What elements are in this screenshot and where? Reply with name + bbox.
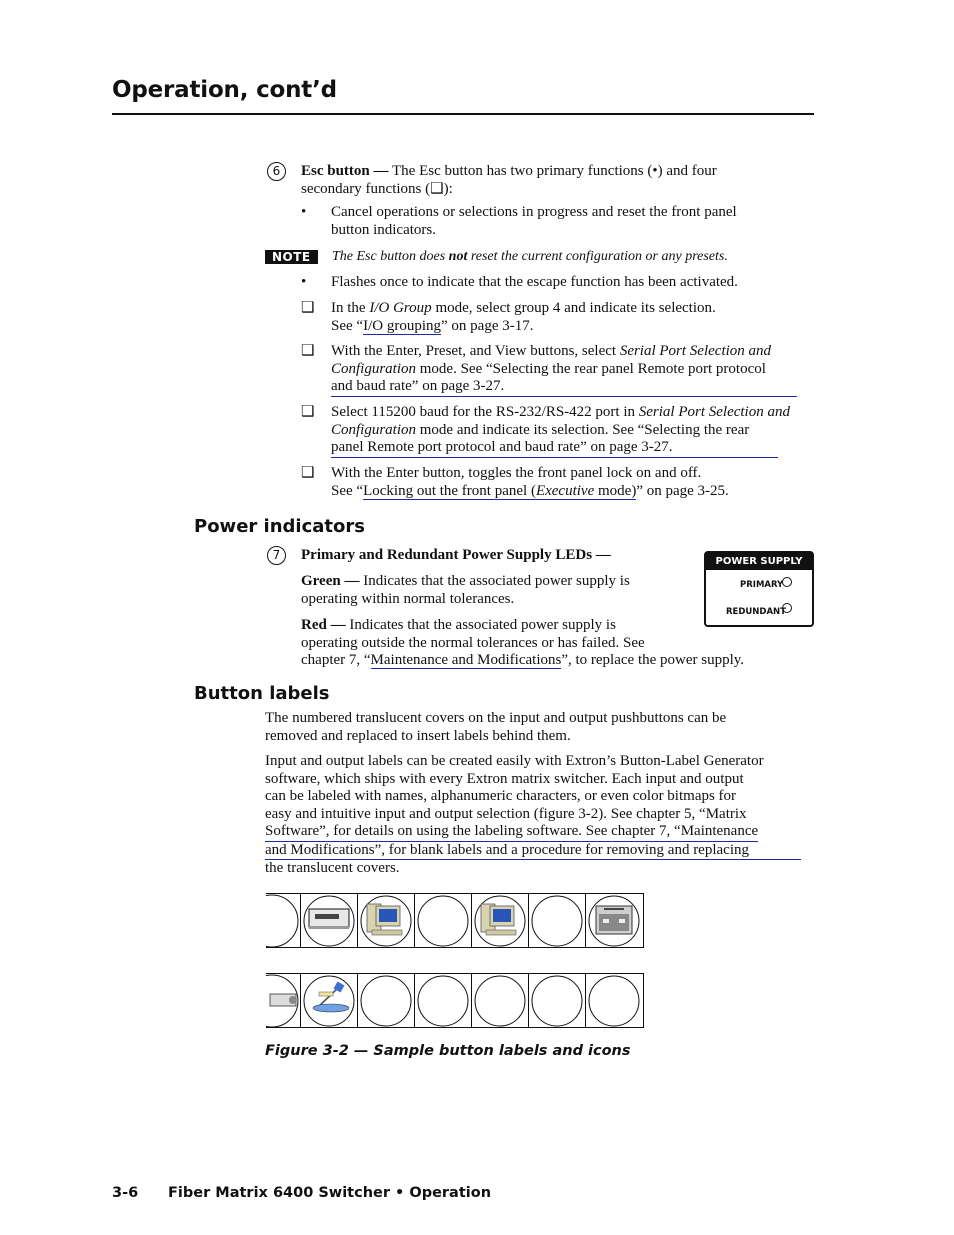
button-labels-row-1 <box>266 893 644 948</box>
button-label-blank <box>415 974 472 1027</box>
projector-icon <box>266 974 301 1027</box>
sec1-pre: In the <box>331 300 370 316</box>
note-badge: NOTE <box>265 250 318 264</box>
computer-icon <box>358 894 415 947</box>
blank-circle-icon <box>586 974 643 1027</box>
power-supply-title: POWER SUPPLY <box>706 553 812 570</box>
esc-description <box>301 163 821 198</box>
sec3-ital1: Serial Port Selection and <box>638 404 790 420</box>
button-label-blank <box>472 974 529 1027</box>
p2-line2: software, which ships with every Extron matrix switcher. Each input and output <box>265 770 744 787</box>
bullet-icon: • <box>301 204 307 220</box>
esc-bullet-1-line1: Cancel operations or selections in progress and reset the front panel <box>331 204 737 220</box>
sec1-see-pre: See “ <box>331 317 364 334</box>
button-label-document-camera <box>301 974 358 1027</box>
title-rule <box>112 113 814 115</box>
esc-line1: The Esc button has two primary functions (•) and four <box>388 163 717 179</box>
item-number-6: 6 <box>267 162 286 181</box>
footer-title: Fiber Matrix 6400 Switcher • Operation <box>168 1185 492 1201</box>
blank-circle-icon <box>529 974 586 1027</box>
sec4-see-pre: See “ <box>331 482 364 499</box>
sec3-mid: mode and indicate its selection. See “Selecting the rear <box>416 421 750 438</box>
esc-secondary-1 <box>331 300 811 335</box>
blank-circle-icon <box>415 974 472 1027</box>
primary-led-icon <box>782 577 792 587</box>
computer-icon <box>472 894 529 947</box>
primary-label: PRIMARY <box>740 580 784 590</box>
sec4-link-ital: Executive <box>535 482 595 499</box>
labels-paragraph-1 <box>265 710 815 745</box>
link-maintenance-modifications[interactable]: and Modifications”, for blank labels and a procedure for removing and replacing <box>265 842 801 861</box>
partial-circle-icon <box>266 894 301 947</box>
button-label-blank <box>586 974 643 1027</box>
p2-line4: easy and intuitive input and output selection (figure 3-2). See chapter 5, “Matrix <box>265 805 747 822</box>
sec1-post: mode, select group 4 and indicate its selection. <box>431 300 716 316</box>
esc-secondary-3 <box>331 404 811 458</box>
labels-paragraph-2 <box>265 753 825 878</box>
link-maintenance[interactable]: Maintenance and Modifications <box>370 652 562 668</box>
page-number: 3-6 <box>112 1185 139 1201</box>
heading-button-labels: Button labels <box>194 683 330 704</box>
link-io-grouping[interactable]: I/O grouping <box>363 317 441 334</box>
sec2-mid: mode. See “Selecting the rear panel Remote port protocol <box>416 360 766 377</box>
green-line1: Indicates that the associated power supply is <box>359 573 630 589</box>
red-line2: operating outside the normal tolerances or has failed. See <box>301 634 645 651</box>
heading-power-indicators: Power indicators <box>194 516 365 537</box>
red-line3-post: ”, to replace the power supply. <box>561 652 745 668</box>
item-number-7: 7 <box>267 546 286 565</box>
bullet-icon: • <box>301 274 307 290</box>
wall-plate-icon <box>586 894 643 947</box>
red-line3-pre: chapter 7, “ <box>301 652 371 668</box>
p1-line2: removed and replaced to insert labels behind them. <box>265 727 571 744</box>
redundant-led-icon <box>782 603 792 613</box>
note-text-pre: The Esc button does <box>332 249 449 264</box>
green-lead: Green — <box>301 573 360 589</box>
button-label-projector <box>266 974 301 1027</box>
blank-circle-icon <box>358 974 415 1027</box>
button-label-computer-2 <box>472 894 529 947</box>
p2-line3: can be labeled with names, alphanumeric characters, or even color bitmaps for <box>265 788 737 804</box>
esc-bullet-2: Flashes once to indicate that the escape function has been activated. <box>331 274 738 290</box>
sec2-pre: With the Enter, Preset, and View buttons, select <box>331 343 620 359</box>
sec4-line1: With the Enter button, toggles the front panel lock on and off. <box>331 465 702 481</box>
note-text <box>332 248 728 266</box>
link-baud-rate[interactable]: and baud rate” on page 3-27. <box>331 378 797 397</box>
sec4-link-a: Locking out the front panel ( <box>363 482 536 499</box>
sec3-pre: Select 115200 baud for the RS-232/RS-422 port in <box>331 404 639 420</box>
button-label-wall-plate <box>586 894 643 947</box>
blank-circle-icon <box>472 974 529 1027</box>
sec3-ital2: Configuration <box>331 421 417 438</box>
green-line2: operating within normal tolerances. <box>301 590 515 607</box>
button-label-blank <box>529 894 586 947</box>
vcr-icon <box>301 894 358 947</box>
sec2-ital1: Serial Port Selection and <box>619 343 772 359</box>
sec2-ital2: Configuration <box>331 360 417 377</box>
esc-bullet-1 <box>331 204 811 239</box>
checkbox-icon: ❑ <box>301 465 315 481</box>
button-label-partial <box>266 894 301 947</box>
button-labels-row-2 <box>266 973 644 1028</box>
redundant-label: REDUNDANT <box>726 607 786 617</box>
page-title: Operation, cont’d <box>112 77 337 103</box>
sec1-see-post: ” on page 3-17. <box>441 317 534 334</box>
blank-circle-icon <box>415 894 472 947</box>
p2-line7: the translucent covers. <box>265 860 400 876</box>
esc-secondary-2 <box>331 343 811 397</box>
note-text-bold: not <box>448 249 468 264</box>
power-green <box>301 573 691 608</box>
button-label-blank <box>415 894 472 947</box>
sec1-ital: I/O Group <box>369 300 432 316</box>
link-locking-front-panel[interactable] <box>363 483 636 500</box>
power-supply-panel <box>704 551 814 627</box>
red-line1: Indicates that the associated power supply is <box>345 617 616 633</box>
checkbox-icon: ❑ <box>301 300 315 316</box>
link-matrix-software[interactable]: Software”, for details on using the labeling software. See chapter 7, “Maintenance <box>265 823 758 842</box>
checkbox-icon: ❑ <box>301 343 315 359</box>
button-label-vcr <box>301 894 358 947</box>
document-camera-icon <box>301 974 358 1027</box>
figure-caption: Figure 3-2 — Sample button labels and icons <box>265 1043 631 1059</box>
blank-circle-icon <box>529 894 586 947</box>
link-remote-port[interactable]: panel Remote port protocol and baud rate” on page 3-27. <box>331 439 778 458</box>
esc-line2: secondary functions (❑): <box>301 180 453 197</box>
sec4-link-b: mode) <box>594 482 637 499</box>
red-lead: Red — <box>301 617 346 633</box>
p2-line1: Input and output labels can be created easily with Extron’s Button-Label Generator <box>265 753 764 769</box>
checkbox-icon: ❑ <box>301 404 315 420</box>
note-text-post: reset the current configuration or any presets. <box>467 249 728 264</box>
button-label-computer-1 <box>358 894 415 947</box>
esc-lead: Esc button — <box>301 163 389 179</box>
power-lead: Primary and Redundant Power Supply LEDs — <box>301 547 611 563</box>
button-label-blank <box>358 974 415 1027</box>
esc-secondary-4 <box>331 465 811 500</box>
button-label-blank <box>529 974 586 1027</box>
sec4-see-post: ” on page 3-25. <box>636 482 729 499</box>
esc-bullet-1-line2: button indicators. <box>331 221 436 238</box>
p1-line1: The numbered translucent covers on the input and output pushbuttons can be <box>265 710 727 726</box>
